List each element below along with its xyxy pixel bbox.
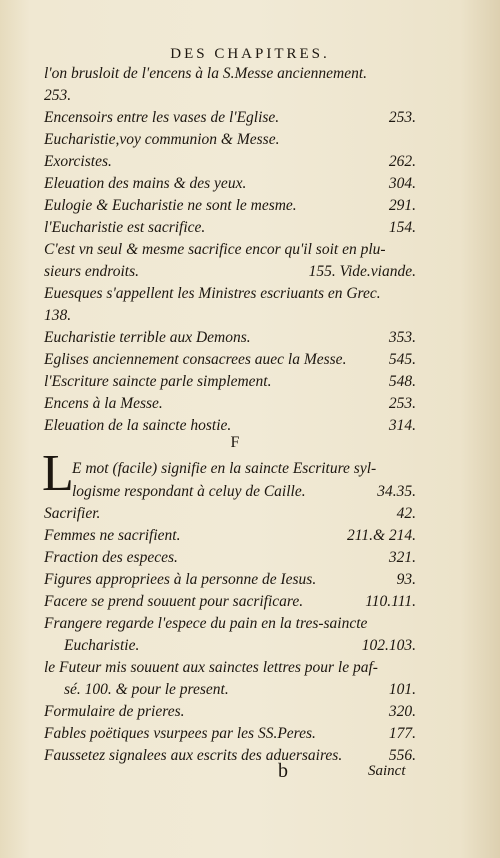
index-entry (44, 239, 416, 261)
entry-text: E mot (facile) signifie en la saincte Escriture syl- (72, 460, 377, 477)
entry-page: 253. (388, 395, 416, 412)
index-entry (44, 85, 416, 107)
entry-page: 262. (388, 153, 416, 170)
entry-text: Euesques s'appellent les Ministres escriuants en Grec. (44, 285, 381, 302)
entry-page: 101. (388, 681, 416, 698)
entry-page: 304. (388, 175, 416, 192)
entry-text: Eucharistie terrible aux Demons. (44, 329, 251, 346)
index-entry (44, 547, 416, 569)
entry-page: 155. Vide.viande. (308, 263, 416, 280)
index-entry (44, 261, 416, 283)
index-entry (44, 63, 416, 85)
entry-page: 320. (388, 703, 416, 720)
index-entry (44, 129, 416, 151)
entry-page: 291. (388, 197, 416, 214)
index-entry (44, 569, 416, 591)
entry-page: 42. (396, 505, 416, 522)
entry-page: 253. (388, 109, 416, 126)
entry-text: 138. (44, 307, 72, 324)
entry-text: logisme respondant à celuy de Caille. (72, 483, 306, 500)
entry-text: Eleuation des mains & des yeux. (44, 175, 247, 192)
entry-page: 314. (388, 417, 416, 434)
running-head: DES CHAPITRES. (170, 46, 330, 62)
index-entry (44, 701, 416, 723)
index-entry (44, 613, 416, 635)
entry-text: Eglises anciennement consacrees auec la Messe. (44, 351, 347, 368)
entry-text: l'Escriture saincte parle simplement. (44, 373, 272, 390)
index-entry (44, 723, 416, 745)
entry-text: Fables poëtiques vsurpees par les SS.Peres. (44, 725, 316, 742)
index-entry (44, 393, 416, 415)
entry-text: Eleuation de la saincte hostie. (44, 417, 232, 434)
index-entry (44, 525, 416, 547)
entry-page: 353. (388, 329, 416, 346)
section-letter: F (230, 434, 240, 451)
index-entry (64, 679, 416, 701)
entry-text: Eulogie & Eucharistie ne sont le mesme. (44, 197, 297, 214)
entry-text: Encens à la Messe. (44, 395, 163, 412)
catchword: Sainct (368, 763, 406, 779)
index-entry (44, 657, 416, 679)
index-entry (44, 349, 416, 371)
signature-mark: b (278, 760, 288, 782)
entry-text: Sacrifier. (44, 505, 101, 522)
entry-page: 556. (388, 747, 416, 764)
entry-text: Femmes ne sacrifient. (44, 527, 181, 544)
index-entry (44, 745, 416, 767)
entry-text: Exorcistes. (44, 153, 112, 170)
entry-page: 110.111. (365, 593, 416, 610)
entry-text: Eucharistie. (64, 637, 140, 654)
entry-text: Encensoirs entre les vases de l'Eglise. (44, 109, 280, 126)
entry-text: Faussetez signalees aux escrits des aduersaires. (44, 747, 343, 764)
index-entry (44, 283, 416, 305)
entry-text: Fraction des especes. (44, 549, 178, 566)
entry-text: l'Eucharistie est sacrifice. (44, 219, 206, 236)
index-entry (44, 217, 416, 239)
index-entry (44, 503, 416, 525)
entry-page: 321. (388, 549, 416, 566)
entry-page: 177. (388, 725, 416, 742)
index-entry (64, 635, 416, 657)
entry-text: Eucharistie,voy communion & Messe. (44, 131, 280, 148)
entry-text: 253. (44, 87, 72, 104)
index-entry (44, 173, 416, 195)
index-entry (44, 195, 416, 217)
index-entry (44, 371, 416, 393)
entry-text: sieurs endroits. (44, 263, 140, 280)
entry-text: Formulaire de prieres. (44, 703, 185, 720)
entry-page: 548. (388, 373, 416, 390)
index-entry (72, 481, 416, 503)
entry-page: 93. (396, 571, 416, 588)
index-entry (44, 591, 416, 613)
entry-page: 211.& 214. (346, 527, 416, 544)
entry-page: 154. (388, 219, 416, 236)
index-entry (72, 458, 416, 480)
index-entry (44, 107, 416, 129)
index-entry (44, 305, 416, 327)
entry-page: 545. (388, 351, 416, 368)
entry-text: Facere se prend souuent pour sacrificare. (44, 593, 304, 610)
entry-text: sé. 100. & pour le present. (64, 681, 229, 698)
index-entry (44, 151, 416, 173)
drop-cap: L (42, 445, 74, 502)
entry-text: Frangere regarde l'espece du pain en la tres-saincte (44, 615, 368, 632)
entry-text: Figures appropriees à la personne de Iesus. (44, 571, 317, 588)
entry-text: l'on brusloit de l'encens à la S.Messe anciennement. (44, 65, 368, 82)
entry-text: C'est vn seul & mesme sacrifice encor qu'il soit en plu- (44, 241, 386, 258)
entry-page: 102.103. (361, 637, 416, 654)
index-entry (44, 327, 416, 349)
entry-text: le Futeur mis souuent aux sainctes lettres pour le paf- (44, 659, 378, 676)
entry-page: 34.35. (377, 483, 416, 500)
